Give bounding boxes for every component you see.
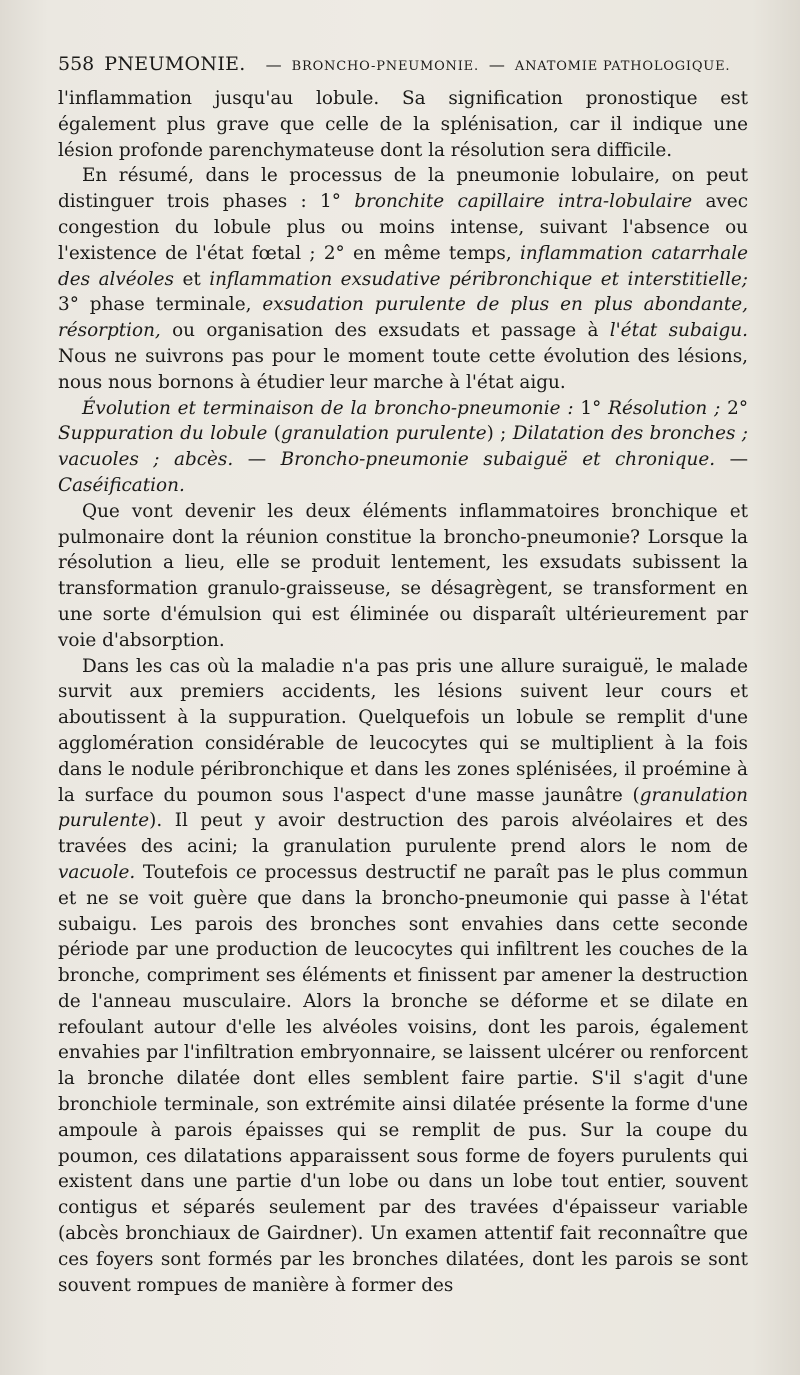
text-run: Nous ne suivrons pas pour le moment toute cette évolution des lésions, nous nous bornons à étudier leur marche à l'état aigu. <box>58 345 748 393</box>
text-run: 3° phase terminale, <box>58 294 263 316</box>
paragraph-5 <box>58 654 748 1299</box>
text-run: En résumé, dans le processus de la pneumonie lobulaire, on peut distinguer trois phases : 1° <box>58 165 748 213</box>
text-run: et <box>173 268 210 290</box>
text-run: Toutefois ce processus destructif ne paraît pas le plus commun et ne se voit guère que dans la broncho-pneumonie qui passe à l'état subaigu. Les parois des bronches sont envahies dans cette seconde période par une production de leucocytes qui infiltrent les couches de la bronche, compriment ses éléments et finissent par amener la destruction de l'anneau musculaire. Alors la bronche se déforme et se dilate en refoulant autour d'elle les alvéoles voisins, dont les parois, également envahies par l'infiltration embryonnaire, se laissent ulcérer ou renforcent la bronche dilatée dont elles semblent faire partie. S'il s'agit d'une bronchiole terminale, son extrémite ainsi dilatée présente la forme d'une ampoule à parois épaisses qui se remplit de pus. Sur la coupe du poumon, ces dilatations apparaissent sous forme de foyers purulents qui existent dans une partie d'un lobe ou dans un lobe tout entier, souvent contigus et séparés seulement par des travées d'épaisseur variable (abcès bronchiaux de Gairdner). Un examen attentif fait reconnaître que ces foyers sont formés par les bronches dilatées, dont les parois se sont souvent rompues de manière à former des <box>58 861 748 1296</box>
text-run: — <box>233 449 281 471</box>
text-run: 2° <box>720 397 749 419</box>
paragraph-4: Que vont devenir les deux éléments inflammatoires bronchique et pulmonaire dont la réunion constitue la broncho-pneumonie? Lorsque la résolution a lieu, elle se produit lentement, les exsudats subissent la transformation granulo-graisseuse, se désagrègent, se transforment en une sorte d'émulsion qui est éliminée ou disparaît ultérieurement par voie d'absorption. <box>58 500 748 651</box>
header-dash: — <box>265 55 282 74</box>
italic-run: Suppuration du lobule <box>58 423 268 445</box>
text-run: 1° <box>573 397 609 419</box>
text-run: ) ; <box>486 423 513 445</box>
italic-run: vacuole. <box>58 861 136 883</box>
text-block <box>58 52 748 1298</box>
italic-run: Dilatation des bronches ; vacuoles ; abcès. <box>58 423 749 471</box>
italic-run: l'état subaigu. <box>609 320 748 342</box>
text-run: ( <box>267 423 281 445</box>
header-dash: — <box>488 55 505 74</box>
section-title: BRONCHO-PNEUMONIE. <box>291 59 479 74</box>
italic-run: granulation purulente <box>58 784 748 832</box>
text-run: ). Il peut y avoir destruction des parois alvéolaires et des travées des acini; la granulation purulente prend alors le nom de <box>58 810 748 858</box>
italic-run: inflammation exsudative péribronchique et interstitielle; <box>209 268 748 290</box>
text-run: avec congestion du lobule plus ou moins intense, suivant l'absence ou l'existence de l'état fœtal ; 2° en même temps, <box>58 191 748 264</box>
text-run: Dans les cas où la maladie n'a pas pris une allure suraiguë, le malade survit aux premiers accidents, les lésions suivent leur cours et aboutissent à la suppuration. Quelquefois un lobule se remplit d'une agglomération considérable de leucocytes qui se multiplient à la fois dans le nodule péribronchique et dans les zones splénisées, il proémine à la surface du poumon sous l'aspect d'une masse jaunâtre ( <box>58 655 748 806</box>
italic-run: bronchite capillaire intra-lobulaire <box>354 191 693 213</box>
italic-run: inflammation catarrhale des alvéoles <box>58 242 749 290</box>
page-number: 558 <box>58 53 95 75</box>
text-run: — <box>715 449 748 471</box>
italic-run: granulation purulente <box>280 423 487 445</box>
text-run: ou organisation des exsudats et passage à <box>160 320 610 342</box>
running-head <box>58 52 748 86</box>
italic-run: Broncho-pneumonie subaiguë et chronique. <box>280 449 716 471</box>
paragraph-3-heading <box>58 396 748 499</box>
italic-run: Évolution et terminaison de la broncho-pneumonie : <box>82 397 574 419</box>
italic-run: Résolution ; <box>608 397 721 419</box>
chapter-title: PNEUMONIE. <box>104 53 246 75</box>
paragraph-2 <box>58 163 748 395</box>
subsection-title: ANATOMIE PATHOLOGIQUE. <box>514 59 731 74</box>
paragraph-1: l'inflammation jusqu'au lobule. Sa signification pronostique est également plus grave que celle de la splénisation, car il indique une lésion profonde parenchymateuse dont la résolution sera difficile. <box>58 88 748 161</box>
italic-run: exsudation purulente de plus en plus abondante, résorption, <box>58 294 748 342</box>
italic-run: Caséification. <box>58 474 185 496</box>
